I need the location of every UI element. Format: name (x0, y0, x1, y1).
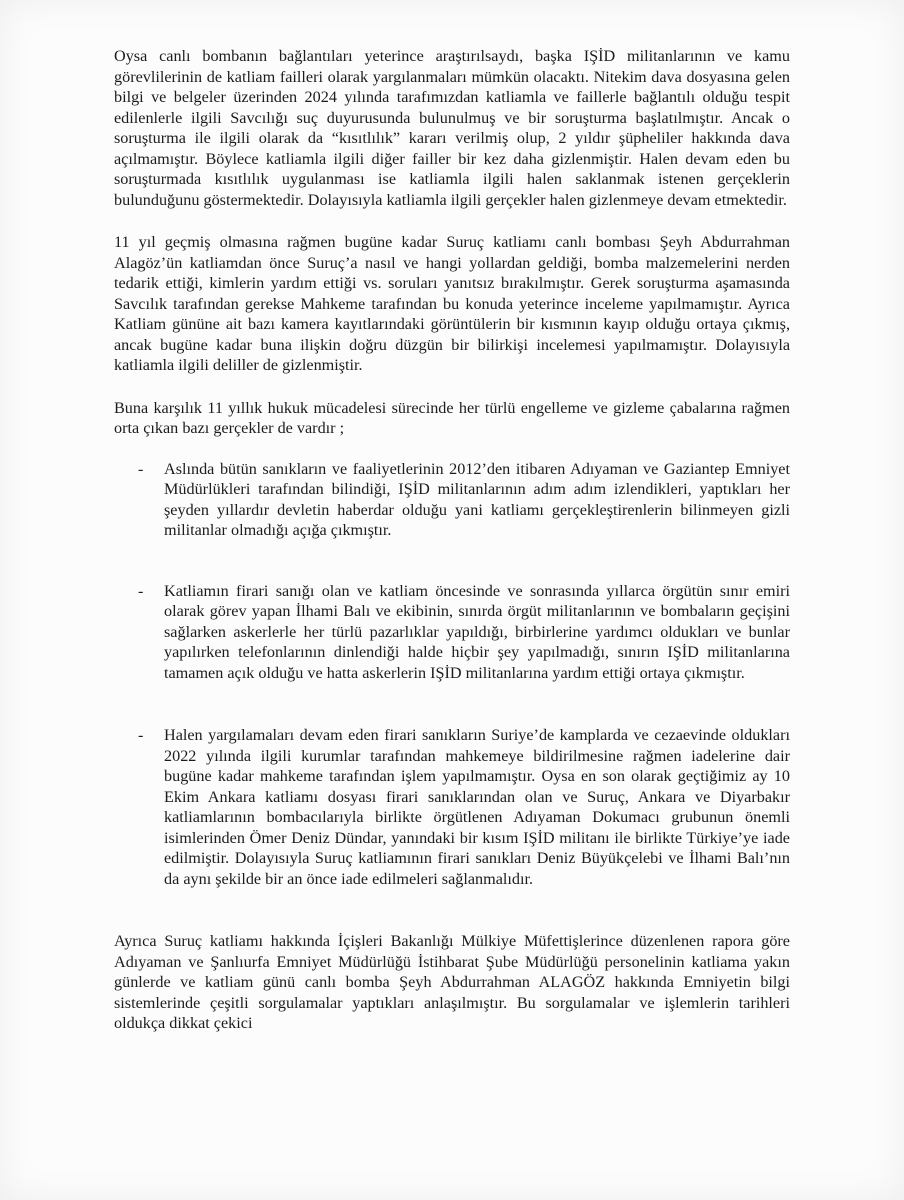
bullet-dash: - (138, 726, 144, 744)
bullet-text: Katliamın firari sanığı olan ve katliam öncesinde ve sonrasında yıllarca örgütün sınır emiri olarak görev yapan İlhami Balı ve ekibinin, sınırda örgüt militanlarının ve bombaların geçişini sağlarken askerlerle her türlü pazarlıklar yapıldığı, birbirlerine yardımcı oldukları ve bunlar yapılırken telefonlarının dinlendiği halde hiçbir şey yapılmadığı, sınırın IŞİD militanlarına tamamen açık olduğu ve hatta askerlerin IŞİD militanlarına yardım ettiği ortaya çıkmıştır. (164, 581, 790, 682)
bullet-list-item (114, 581, 790, 684)
paragraph: 11 yıl geçmiş olmasına rağmen bugüne kadar Suruç katliamı canlı bombası Şeyh Abdurrahman Alagöz’ün katliamdan önce Suruç’a nasıl ve hangi yollardan geldiği, bomba malzemelerini nerden tedarik ettiği, kimlerin yardım ettiği vs. soruları yanıtsız bırakılmıştır. Gerek soruşturma aşamasında Savcılık tarafından gerekse Mahkeme tarafından bu konuda yeterince inceleme yapılmamıştır. Ayrıca Katliam gününe ait bazı kamera kayıtlarındaki görüntülerin bir kısmının kayıp olduğu ortaya çıkmış, ancak bugüne kadar buna ilişkin doğru düzgün bir bilirkişi incelemesi yapılmamıştır. Dolayısıyla katliamla ilgili deliller de gizlenmiştir. (114, 233, 790, 374)
closing-paragraph: Ayrıca Suruç katliamı hakkında İçişleri Bakanlığı Mülkiye Müfettişlerince düzenlenen rapora göre Adıyaman ve Şanlıurfa Emniyet Müdürlüğü İstihbarat Şube Müdürlüğü personelinin katliama yakın günlerde ve katliam günü canlı bomba Şeyh Abdurrahman ALAGÖZ hakkında Emniyetin bilgi sistemlerinde çeşitli sorgulamalar yaptıkları anlaşılmıştır. Bu sorgulamalar ve işlemlerin tarihleri oldukça dikkat çekici (114, 932, 790, 1032)
document-body (114, 46, 790, 1034)
paragraph: Buna karşılık 11 yıllık hukuk mücadelesi sürecinde her türlü engelleme ve gizleme çabalarına rağmen orta çıkan bazı gerçekler de vardır ; (114, 398, 790, 437)
bullet-dash: - (138, 459, 144, 478)
bullet-list-item (114, 459, 790, 541)
bullet-text: Halen yargılamaları devam eden firari sanıkların Suriye’de kamplarda ve cezaevinde oldukları 2022 yılında ilgili kurumlar tarafından mahkemeye bildirilmesine rağmen iadelerine dair bugüne kadar mahkeme tarafından işlem yapılmamıştır. Oysa en son olarak geçtiğimiz ay 10 Ekim Ankara katliamı dosyası firari sanıklarından olan ve Suruç, Ankara ve Diyarbakır katliamlarının bombacılarıyla birlikte örgütlenen Adıyaman Dokumacı grubunun önemli isimlerinden Ömer Deniz Dündar, yanındaki bir kısım IŞİD militanı ile birlikte Türkiye’ye iade edilmiştir. Dolayısıyla Suruç katliamının firari sanıkları Deniz Büyükçelebi ve İlhami Balı’nın da aynı şekilde bir an önce iade edilmeleri sağlanmalıdır. (164, 726, 790, 888)
bullet-dash: - (138, 581, 144, 600)
bullet-text: Aslında bütün sanıkların ve faaliyetlerinin 2012’den itibaren Adıyaman ve Gaziantep Emniyet Müdürlükleri tarafından bilindiği, IŞİD militanlarının adım adım izlendikleri, yaptıkları her şeyden yıllardır devletin haberdar olduğu yani katliamı gerçekleştirenlerin bilinmeyen gizli militanlar olmadığı açığa çıkmıştır. (164, 459, 790, 539)
bullet-list-item (114, 725, 790, 889)
paragraph: Oysa canlı bombanın bağlantıları yeterince araştırılsaydı, başka IŞİD militanlarının ve kamu görevlilerinin de katliam failleri olarak yargılanmaları mümkün olacaktı. Nitekim dava dosyasına gelen bilgi ve belgeler üzerinden 2024 yılında tarafımızdan katliamla ve faillerle bağlantılı olduğu tespit edilenlerle ilgili Savcılığı suç duyurusunda bulunulmuş ve bir soruşturma başlatılmıştır. Ancak o soruşturma ile ilgili olarak da “kısıtlılık” kararı verilmiş olup, 2 yıldır şüpheliler hakkında dava açılmamıştır. Böylece katliamla ilgili diğer failler bir kez daha gizlenmiştir. Halen devam eden bu soruşturmada kısıtlılık uygulanması ise katliamla ilgili halen saklanmak istenen gerçeklerin bulunduğunu göstermektedir. Dolayısıyla katliamla ilgili gerçekler halen gizlenmeye devam etmektedir. (114, 47, 790, 209)
